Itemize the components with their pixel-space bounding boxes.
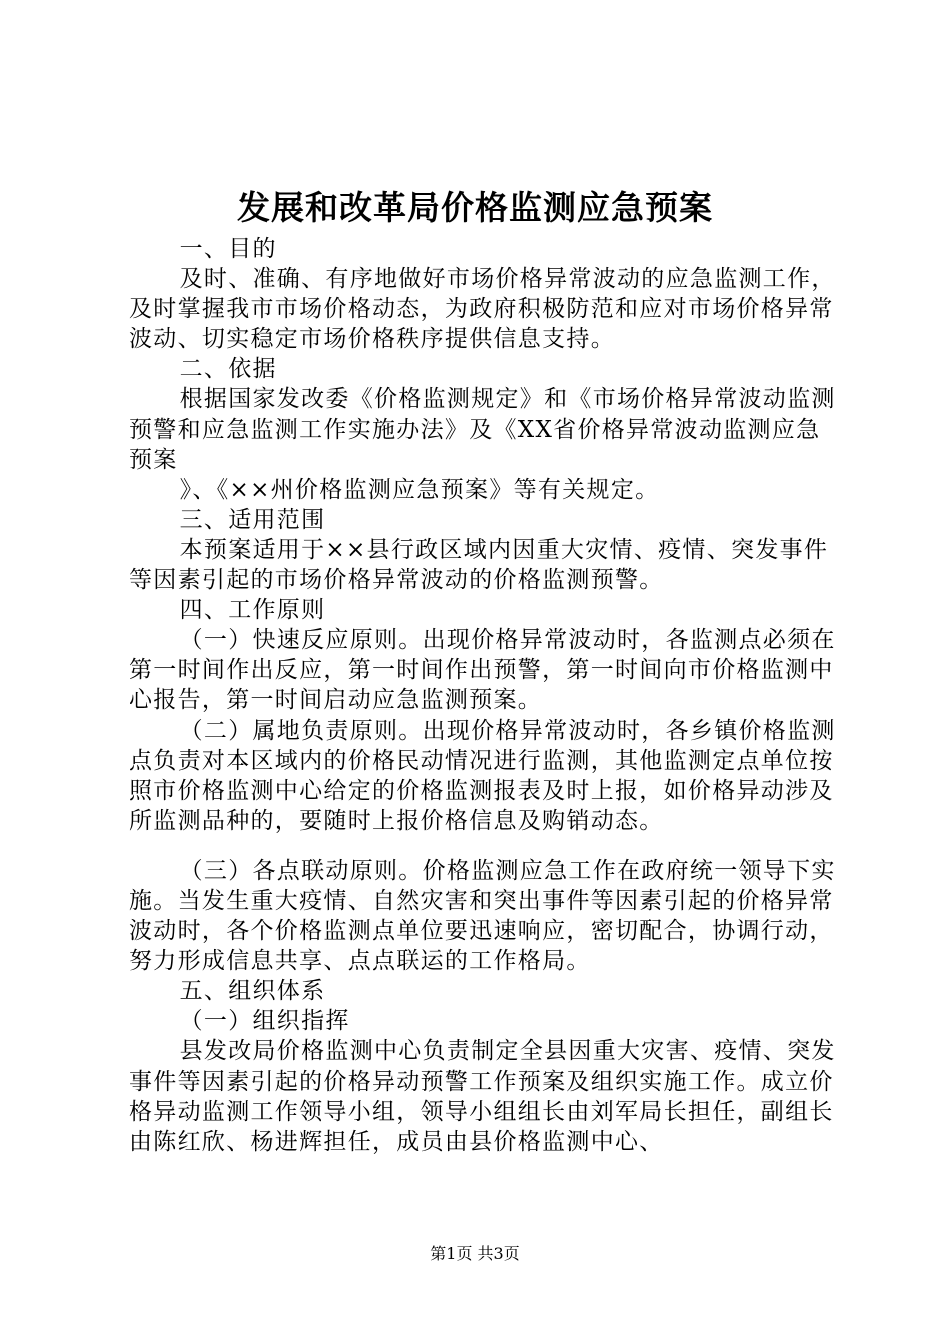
paragraph-gap: [129, 836, 841, 856]
page-footer: 第1页 共3页: [430, 1244, 520, 1263]
subsection-heading: （一）组织指挥: [179, 1008, 350, 1035]
section-heading: 三、适用范围: [179, 506, 326, 533]
paragraph: 》、《××州价格监测应急预案》等有关规定。: [179, 476, 660, 503]
paragraph: 本预案适用于××县行政区域内因重大灾情、疫情、突发事件等因素引起的市场价格异常波动的价格监测预警。: [129, 536, 829, 594]
paragraph: （三）各点联动原则。价格监测应急工作在政府统一领导下实施。当发生重大疫情、自然灾害和突出事件等因素引起的价格异常波动时，各个价格监测点单位要迅速响应，密切配合，协调行动，努力形成信息共享、点点联运的工作格局。: [129, 857, 836, 975]
paragraph: （二）属地负责原则。出现价格异常波动时，各乡镇价格监测点负责对本区域内的价格民动情况进行监测，其他监测定点单位按照市价格监测中心给定的价格监测报表及时上报，如价格异动涉及所监测品种的，要随时上报价格信息及购销动态。: [129, 717, 836, 834]
paragraph: 根据国家发改委《价格监测规定》和《市场价格异常波动监测预警和应急监测工作实施办法》及《XX省价格异常波动监测应急预案: [129, 386, 836, 473]
paragraph: 县发改局价格监测中心负责制定全县因重大灾害、疫情、突发事件等因素引起的价格异动预警工作预案及组织实施工作。成立价格异动监测工作领导小组，领导小组组长由刘军局长担任，副组长由陈红欣、杨进辉担任，成员由县价格监测中心、: [129, 1038, 836, 1155]
paragraph: 及时、准确、有序地做好市场价格异常波动的应急监测工作，及时掌握我市市场价格动态，为政府积极防范和应对市场价格异常波动、切实稳定市场价格秩序提供信息支持。: [129, 266, 836, 353]
section-heading: 五、组织体系: [179, 978, 326, 1005]
paragraph: （一）快速反应原则。出现价格异常波动时，各监测点必须在第一时间作出反应，第一时间作出预警，第一时间向市价格监测中心报告，第一时间启动应急监测预案。: [129, 627, 836, 714]
section-heading: 四、工作原则: [179, 597, 326, 624]
section-heading: 一、目的: [179, 236, 277, 262]
section-heading: 二、依据: [179, 356, 277, 383]
document-title: 发展和改革局价格监测应急预案: [237, 188, 713, 227]
document-body: [129, 234, 841, 1157]
